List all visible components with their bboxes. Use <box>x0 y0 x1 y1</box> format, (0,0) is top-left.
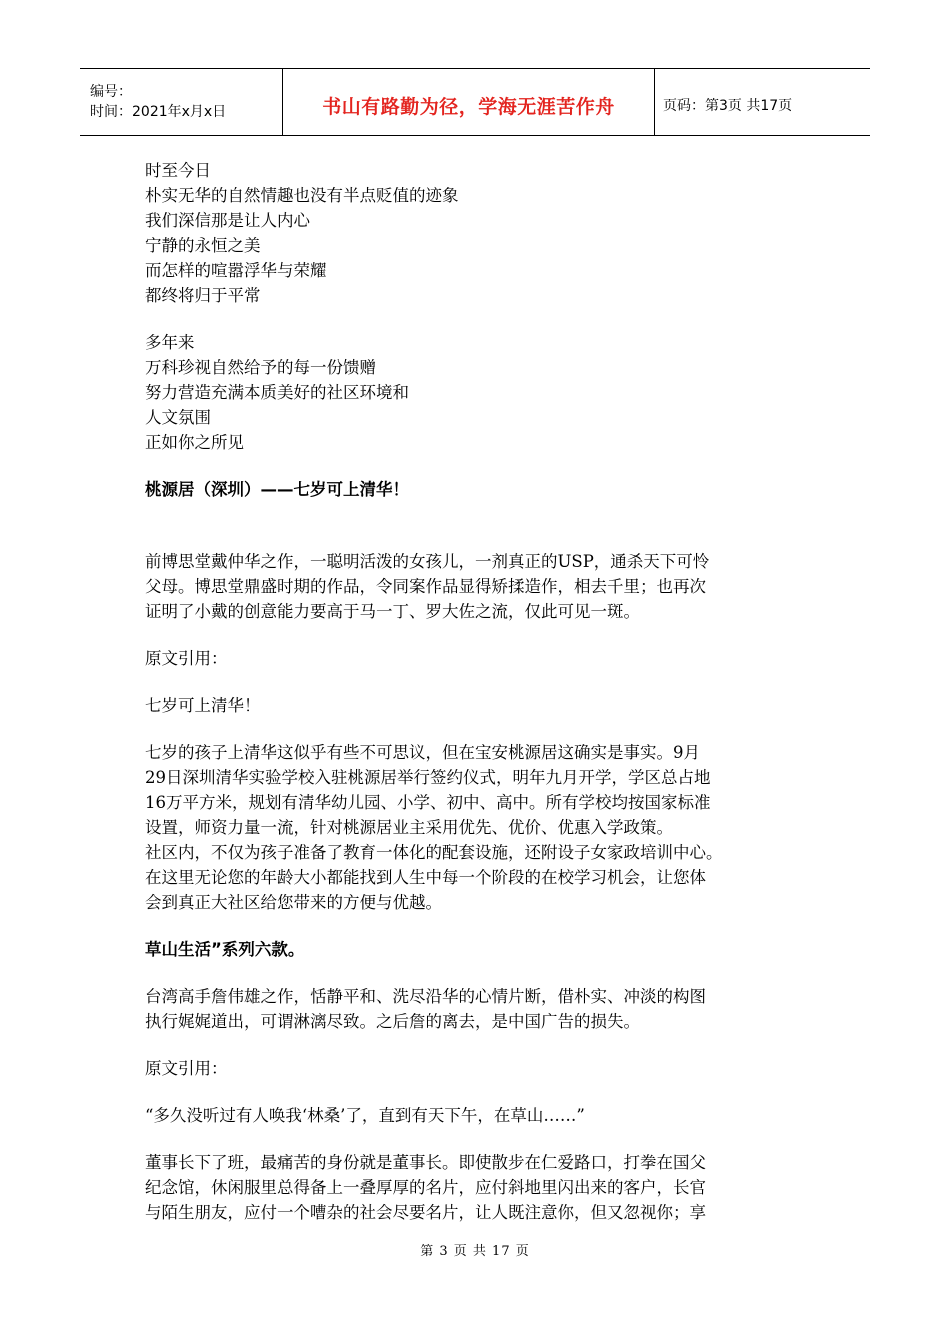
section-intro-paragraph <box>145 984 810 1034</box>
header-motto: 书山有路勤为径，学海无涯苦作舟 <box>322 95 615 118</box>
document-time-label: 时间：2021年x月x日 <box>90 104 227 120</box>
poem-line: 人文氛围 <box>145 408 211 427</box>
document-body <box>145 158 810 1225</box>
page-header <box>80 68 870 136</box>
section-heading-caoshan: 草山生活”系列六款。 <box>145 940 305 959</box>
paragraph-line: 16万平方米，规划有清华幼儿园、小学、初中、高中。所有学校均按国家标准 <box>145 793 711 812</box>
paragraph-line: 设置，师资力量一流，针对桃源居业主采用优先、优价、优惠入学政策。 <box>145 818 673 837</box>
poem-line: 万科珍视自然给予的每一份馈赠 <box>145 358 376 377</box>
poem-line: 多年来 <box>145 333 195 352</box>
header-page-info: 页码：第3页 共17页 <box>663 98 793 114</box>
page-footer: 第 3 页 共 17 页 <box>420 1244 530 1259</box>
poem-line: 朴实无华的自然情趣也没有半点贬值的迹象 <box>145 186 459 205</box>
paragraph-line: 证明了小戴的创意能力要高于马一丁、罗大佐之流，仅此可见一斑。 <box>145 602 640 621</box>
section-intro-paragraph <box>145 549 810 624</box>
paragraph-line: 台湾高手詹伟雄之作，恬静平和、洗尽沿华的心情片断，借朴实、冲淡的构图 <box>145 987 706 1006</box>
paragraph-line: 在这里无论您的年龄大小都能找到人生中每一个阶段的在校学习机会，让您体 <box>145 868 706 887</box>
paragraph-line: 29日深圳清华实验学校入驻桃源居举行签约仪式，明年九月开学，学区总占地 <box>145 768 711 787</box>
header-page-cell <box>655 69 870 135</box>
poem-line: 努力营造充满本质美好的社区环境和 <box>145 383 409 402</box>
quote-label: 原文引用： <box>145 649 228 668</box>
poem-line: 正如你之所见 <box>145 433 244 452</box>
quote-body-paragraph <box>145 740 810 915</box>
quote-line: “多久没听过有人唤我‘林桑’了，直到有天下午，在草山……” <box>145 1106 585 1125</box>
quote-title: 七岁可上清华！ <box>145 696 261 715</box>
paragraph-line: 七岁的孩子上清华这似乎有些不可思议，但在宝安桃源居这确实是事实。9月 <box>145 743 700 762</box>
poem-stanza-1 <box>145 158 810 308</box>
paragraph-line: 与陌生朋友，应付一个嘈杂的社会尽要名片，让人既注意你，但又忽视你；享 <box>145 1203 706 1222</box>
header-meta-cell <box>80 69 283 135</box>
paragraph-line: 纪念馆，休闲服里总得备上一叠厚厚的名片，应付斜地里闪出来的客户，长官 <box>145 1178 706 1197</box>
poem-line: 时至今日 <box>145 161 211 180</box>
paragraph-line: 前博思堂戴仲华之作，一聪明活泼的女孩儿，一剂真正的USP，通杀天下可怜 <box>145 552 710 571</box>
section-heading-taoyuanju: 桃源居（深圳）——七岁可上清华！ <box>145 480 409 499</box>
header-motto-cell <box>283 69 655 135</box>
paragraph-line: 父母。博思堂鼎盛时期的作品，令同案作品显得矫揉造作，相去千里；也再次 <box>145 577 706 596</box>
paragraph-line: 执行娓娓道出，可谓淋漓尽致。之后詹的离去，是中国广告的损失。 <box>145 1012 640 1031</box>
quote-label: 原文引用： <box>145 1059 228 1078</box>
poem-line: 我们深信那是让人内心 <box>145 211 310 230</box>
quote-body-paragraph <box>145 1150 810 1225</box>
poem-stanza-2 <box>145 330 810 455</box>
poem-line: 都终将归于平常 <box>145 286 261 305</box>
poem-line: 而怎样的喧嚣浮华与荣耀 <box>145 261 327 280</box>
poem-line: 宁静的永恒之美 <box>145 236 261 255</box>
paragraph-line: 会到真正大社区给您带来的方便与优越。 <box>145 893 442 912</box>
paragraph-line: 董事长下了班，最痛苦的身份就是董事长。即使散步在仁爱路口，打拳在国父 <box>145 1153 706 1172</box>
paragraph-line: 社区内，不仅为孩子准备了教育一体化的配套设施，还附设子女家政培训中心。 <box>145 843 723 862</box>
document-number-label: 编号： <box>90 84 132 100</box>
